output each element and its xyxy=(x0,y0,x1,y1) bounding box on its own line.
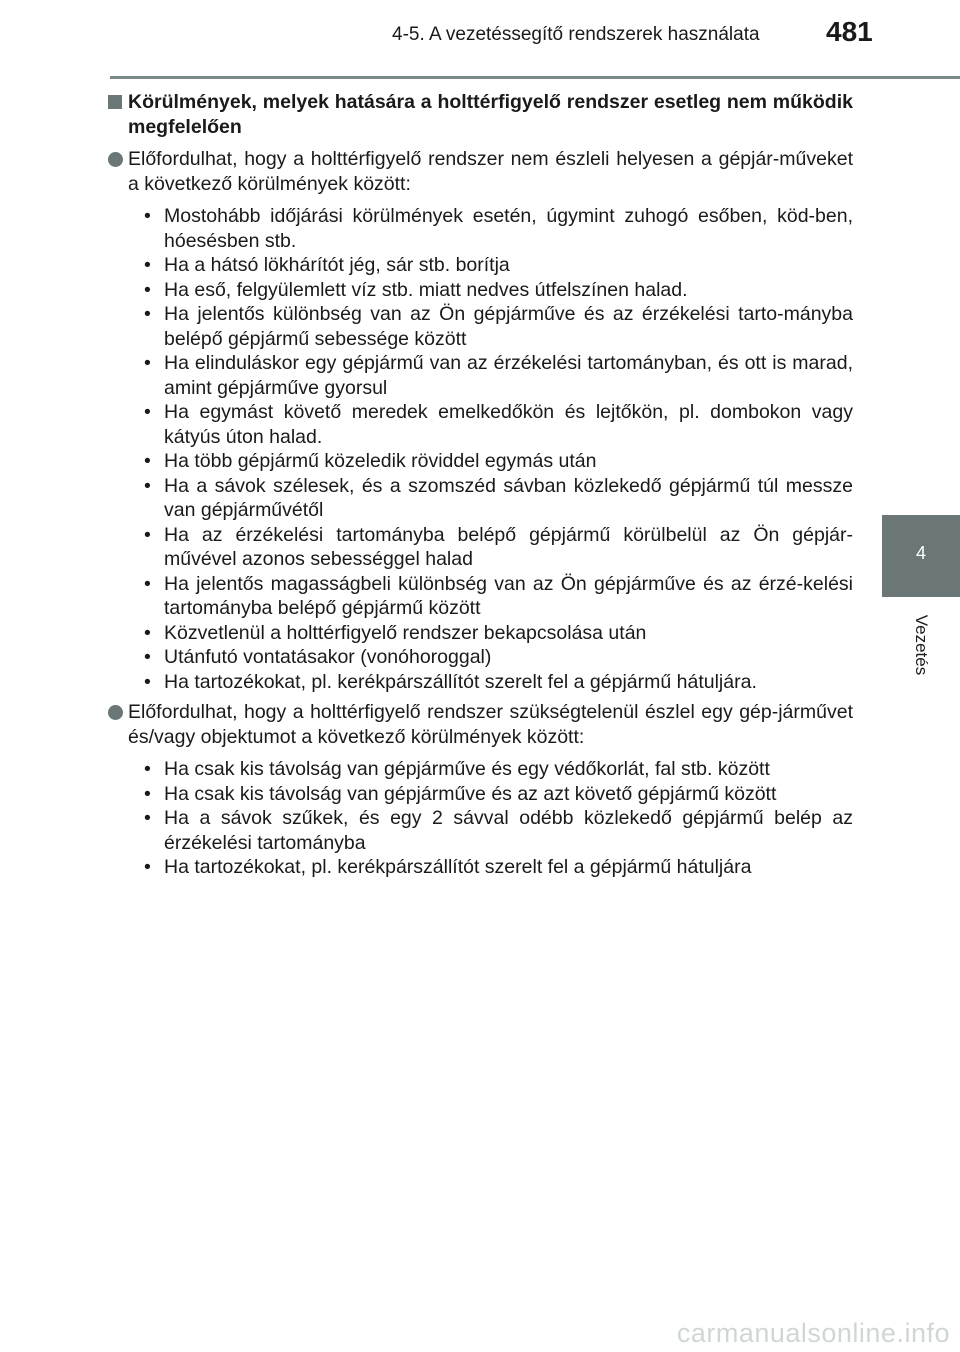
bullet-dot-icon: • xyxy=(144,782,151,805)
list-item: • Ha jelentős különbség van az Ön gépjárműve és az érzékelési tarto-mányba belépő gépjármű sebessége között xyxy=(144,303,853,350)
bullet-dot-icon: • xyxy=(144,450,151,472)
list-item: • Ha csak kis távolság van gépjárműve és az azt követő gépjármű között xyxy=(144,782,777,805)
list-item: • Ha tartozékokat, pl. kerékpárszállítót szerelt fel a gépjármű hátuljára xyxy=(144,856,752,878)
condition-block-1-text: Előfordulhat, hogy a holttérfigyelő rendszer nem észleli helyesen a gépjár-műveket a következő körülmények között: xyxy=(128,148,853,195)
list-item: • Ha a hátsó lökhárítót jég, sár stb. borítja xyxy=(144,254,510,276)
list-item: • Közvetlenül a holttérfigyelő rendszer bekapcsolása után xyxy=(144,621,647,644)
condition-block-2-text: Előfordulhat, hogy a holttérfigyelő rendszer szükségtelenül észlel egy gép-járművet és/vagy objektumot a következő körülmények között: xyxy=(128,701,853,748)
page-number: 481 xyxy=(826,16,873,47)
condition-list-1 xyxy=(108,204,853,694)
site-watermark: carmanualsonline.info xyxy=(676,1318,950,1348)
chapter-title: 4-5. A vezetéssegítő rendszerek használata xyxy=(392,24,760,45)
bullet-dot-icon: • xyxy=(144,474,151,497)
list-item: • Utánfutó vontatásakor (vonóhoroggal) xyxy=(144,646,492,668)
chapter-tab-number: 4 xyxy=(915,543,926,563)
circle-bullet-icon xyxy=(108,152,123,167)
list-item: • Ha elinduláskor egy gépjármű van az érzékelési tartományban, és ott is marad, amint gépjárműve gyorsul xyxy=(144,352,853,399)
bullet-dot-icon: • xyxy=(144,856,151,878)
list-item: • Ha jelentős magasságbeli különbség van az Ön gépjárműve és az érzé-kelési tartományba belépő gépjármű között xyxy=(144,572,853,619)
section-heading-text: Körülmények, melyek hatására a holttérfigyelő rendszer esetleg nem működik megfelelően xyxy=(128,91,853,138)
bullet-dot-icon: • xyxy=(144,205,151,227)
bullet-dot-icon: • xyxy=(144,758,151,780)
section-heading xyxy=(108,90,853,139)
bullet-dot-icon: • xyxy=(144,670,151,693)
chapter-tab xyxy=(882,515,960,597)
list-item: • Ha csak kis távolság van gépjárműve és egy védőkorlát, fal stb. között xyxy=(144,758,770,780)
bullet-dot-icon: • xyxy=(144,646,151,668)
list-item: • Ha eső, felgyülemlett víz stb. miatt nedves útfelszínen halad. xyxy=(144,278,688,301)
list-item: • Ha egymást követő meredek emelkedőkön és lejtőkön, pl. dombokon vagy kátyús úton halad. xyxy=(144,401,853,448)
list-item: • Ha több gépjármű közeledik röviddel egymás után xyxy=(144,450,597,472)
bullet-dot-icon: • xyxy=(144,303,151,325)
condition-block-1 xyxy=(108,147,853,196)
square-bullet-icon xyxy=(108,95,122,109)
list-item: • Ha tartozékokat, pl. kerékpárszállítót szerelt fel a gépjármű hátuljára. xyxy=(144,670,757,693)
bullet-dot-icon: • xyxy=(144,523,151,546)
list-item: • Ha a sávok szűkek, és egy 2 sávval odébb közlekedő gépjármű belép az érzékelési tartományba xyxy=(144,807,853,854)
list-item: • Mostohább időjárási körülmények esetén, úgymint zuhogó esőben, köd-ben, hóesésben stb. xyxy=(144,205,853,252)
bullet-dot-icon: • xyxy=(144,807,151,829)
list-item: • Ha a sávok szélesek, és a szomszéd sávban közlekedő gépjármű túl messze van gépjárművétől xyxy=(144,474,853,521)
header-rule xyxy=(110,76,960,79)
list-item: • Ha az érzékelési tartományba belépő gépjármű körülbelül az Ön gépjár-művével azonos sebességgel halad xyxy=(144,523,853,570)
condition-block-2 xyxy=(108,700,853,749)
main-content xyxy=(108,90,853,886)
circle-bullet-icon xyxy=(108,705,123,720)
condition-list-2 xyxy=(108,757,853,880)
bullet-dot-icon: • xyxy=(144,621,151,644)
bullet-dot-icon: • xyxy=(144,572,151,595)
bullet-dot-icon: • xyxy=(144,352,151,374)
page-header xyxy=(0,0,960,80)
bullet-dot-icon: • xyxy=(144,401,151,423)
bullet-dot-icon: • xyxy=(144,278,151,301)
bullet-dot-icon: • xyxy=(144,254,151,276)
chapter-tab-label: Vezetés xyxy=(912,614,931,676)
